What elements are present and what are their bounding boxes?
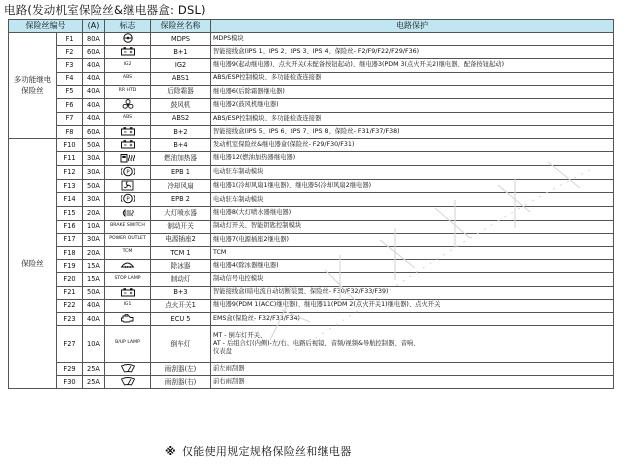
table-row (9, 299, 614, 312)
fuse-amperage: 20A (83, 207, 105, 220)
fuse-symbol (105, 260, 151, 273)
fuse-name: 冷却风扇 (151, 179, 211, 193)
fuse-amperage: 40A (83, 112, 105, 125)
symbol-label: IG1 (123, 302, 132, 308)
circuit-protection (211, 98, 614, 112)
fuse-amperage: 25A (83, 363, 105, 376)
fuse-number: F5 (57, 85, 83, 98)
fuse-symbol (105, 299, 151, 312)
fuse-number: F4 (57, 72, 83, 85)
fuse-number: F6 (57, 98, 83, 112)
symbol-label: IG2 (123, 61, 132, 67)
circuit-line: 继电器2(鼓风机继电器) (213, 101, 279, 109)
fuse-amperage: 50A (83, 179, 105, 193)
circuit-line: 继电器8(大灯喷水器继电器) (213, 209, 292, 217)
table-row (9, 33, 614, 46)
circuit-protection (211, 299, 614, 312)
circuit-line: 仪表盘 (213, 347, 232, 355)
circuit-line: 发动机室保险丝&继电器盒(保险丝- F29/F30/F31) (213, 141, 355, 149)
table-row (9, 233, 614, 246)
table-row (9, 152, 614, 165)
fuse-amperage: 15A (83, 273, 105, 286)
circuit-line: 继电器4(除冰器继电器) (213, 261, 279, 269)
fuse-symbol (105, 152, 151, 165)
circuit-line: MT - 倒车灯开关、 (213, 332, 267, 340)
fuse-symbol (105, 207, 151, 220)
note-mark: ※ (165, 445, 176, 458)
cooling-fan-icon (121, 180, 134, 193)
fuse-name: ABS1 (151, 72, 211, 85)
fuse-symbol (105, 165, 151, 179)
fuse-table-body (9, 33, 614, 389)
circuit-protection (211, 72, 614, 85)
wiper-icon (120, 376, 136, 388)
circuit-line: 继电器1(冷却风扇1继电器)、继电器5(冷却风扇2继电器) (213, 181, 372, 189)
fuse-amperage: 40A (83, 312, 105, 325)
circuit-line: 智能接线盒(IPS 1、IPS 2、IPS 3、IPS 4、保险丝- F2/F9/F22/F29/F36) (213, 47, 420, 55)
fuse-amperage: 50A (83, 139, 105, 152)
fuse-name: IG2 (151, 59, 211, 72)
circuit-line: 智能接线盒(IPS 5、IPS 6、IPS 7、IPS 8、保险丝- F31/F37/F38) (213, 127, 400, 135)
headlamp-washer-icon (120, 208, 136, 220)
circuit-protection (211, 46, 614, 59)
fuse-amperage: 40A (83, 85, 105, 98)
fuse-symbol (105, 179, 151, 193)
circuit-protection (211, 59, 614, 72)
fuse-number: F15 (57, 207, 83, 220)
table-row (9, 139, 614, 152)
table-row (9, 207, 614, 220)
symbol-label: TCM (122, 249, 133, 255)
fuse-number: F2 (57, 46, 83, 59)
fuse-number: F18 (57, 246, 83, 259)
fuse-number: F12 (57, 165, 83, 179)
symbol-label: BRAKE SWITCH (110, 222, 145, 228)
table-row (9, 126, 614, 139)
fuse-symbol (105, 98, 151, 112)
fuse-amperage: 40A (83, 72, 105, 85)
parking-brake-icon (121, 193, 135, 206)
defroster-icon (120, 260, 135, 272)
fuse-number: F21 (57, 286, 83, 299)
circuit-line: AT - 后组合灯(内侧)-左/右、电路后视镜、音频/视频&导航控制器、音响、 (213, 340, 420, 348)
circuit-protection (211, 326, 614, 363)
fuse-number: F17 (57, 233, 83, 246)
table-row (9, 46, 614, 59)
fuse-number: F27 (57, 326, 83, 363)
fuse-name: 点火开关1 (151, 299, 211, 312)
fuse-name: EPB 1 (151, 165, 211, 179)
fuse-name: 大灯喷水器 (151, 207, 211, 220)
fuse-number: F20 (57, 273, 83, 286)
circuit-protection (211, 376, 614, 389)
circuit-line: 继电器9(PDM 1(ACC)继电器)、继电器11(PDM 2(点火开关1)继电器)、点火开关 (213, 301, 441, 309)
fuse-symbol (105, 246, 151, 259)
symbol-label: ABS (122, 74, 133, 80)
fuse-name: 后除霜器 (151, 85, 211, 98)
header-fuse-name: 保险丝名称 (151, 20, 211, 33)
header-amperage: (A) (83, 20, 105, 33)
fuse-amperage: 30A (83, 193, 105, 207)
fuse-number: F13 (57, 179, 83, 193)
fuse-name: EPB 2 (151, 193, 211, 207)
fuse-number: F30 (57, 376, 83, 389)
fuse-symbol (105, 312, 151, 325)
fuse-number: F14 (57, 193, 83, 207)
fuse-symbol (105, 139, 151, 152)
circuit-line: 智能接线盒(暗电流自动切断装置、保险丝- F30/F32/F33/F39) (213, 288, 389, 296)
fuse-amperage: 80A (83, 33, 105, 46)
circuit-line: 继电器7(电源插座2继电器) (213, 235, 289, 243)
fuse-amperage: 20A (83, 246, 105, 259)
header-fuse-number: 保险丝编号 (9, 20, 83, 33)
fuse-symbol (105, 59, 151, 72)
fuse-symbol (105, 193, 151, 207)
header-symbol: 标志 (105, 20, 151, 33)
circuit-protection (211, 179, 614, 193)
fuse-amperage: 30A (83, 165, 105, 179)
battery-icon (120, 139, 136, 151)
circuit-protection (211, 152, 614, 165)
fuse-name: B+3 (151, 286, 211, 299)
circuit-line: ABS/ESP控制模块、多功能检查连接器 (213, 114, 322, 122)
fuse-number: F19 (57, 260, 83, 273)
fuse-symbol (105, 220, 151, 233)
circuit-protection (211, 233, 614, 246)
svg-text:P: P (125, 169, 130, 176)
fuse-name: B+2 (151, 126, 211, 139)
fuse-name: 燃油加热器 (151, 152, 211, 165)
fuse-number: F11 (57, 152, 83, 165)
circuit-protection (211, 126, 614, 139)
fuse-name: MDPS (151, 33, 211, 46)
circuit-protection (211, 363, 614, 376)
fuse-amperage: 15A (83, 260, 105, 273)
fuse-symbol (105, 326, 151, 363)
fuse-name: 除冰器 (151, 260, 211, 273)
circuit-protection (211, 33, 614, 46)
fuse-amperage: 40A (83, 59, 105, 72)
fuse-amperage: 50A (83, 286, 105, 299)
footer-note (165, 443, 352, 459)
table-row (9, 72, 614, 85)
symbol-label: STOP LAMP (114, 275, 141, 281)
fuel-heater-icon (120, 153, 136, 165)
table-row (9, 112, 614, 125)
circuit-line: 电动驻车制动模块 (213, 167, 264, 175)
fuse-number: F23 (57, 312, 83, 325)
fuse-symbol (105, 112, 151, 125)
circuit-protection (211, 220, 614, 233)
fuse-number: F29 (57, 363, 83, 376)
table-row (9, 98, 614, 112)
fuse-amperage: 40A (83, 299, 105, 312)
table-row (9, 286, 614, 299)
svg-text:P: P (125, 197, 130, 204)
fuse-symbol (105, 273, 151, 286)
fuse-name: B+4 (151, 139, 211, 152)
fuse-number: F7 (57, 112, 83, 125)
fuse-number: F1 (57, 33, 83, 46)
note-text: 仅能使用规定规格保险丝和继电器 (182, 445, 352, 458)
circuit-protection (211, 207, 614, 220)
fuse-amperage: 30A (83, 152, 105, 165)
circuit-line: 继电器9(起动继电器)、点火开关(未配备按钮起动)、继电器3(PDM 3(点火开关2)继电器、配备按钮起动) (213, 61, 505, 69)
fuse-name: 雨刮器(左) (151, 363, 211, 376)
engine-icon (120, 313, 136, 325)
fuse-name: 制动灯 (151, 273, 211, 286)
fuse-name: ABS2 (151, 112, 211, 125)
table-row (9, 363, 614, 376)
circuit-protection (211, 260, 614, 273)
table-row (9, 376, 614, 389)
table-row (9, 326, 614, 363)
table-row (9, 273, 614, 286)
fuse-name: 电源插座2 (151, 233, 211, 246)
circuit-protection (211, 165, 614, 179)
circuit-protection (211, 193, 614, 207)
table-row (9, 220, 614, 233)
battery-icon (120, 287, 136, 299)
fuse-symbol (105, 126, 151, 139)
fuse-amperage: 60A (83, 126, 105, 139)
table-row (9, 193, 614, 207)
fuse-number: F22 (57, 299, 83, 312)
circuit-protection (211, 286, 614, 299)
fuse-symbol (105, 72, 151, 85)
fuse-table (8, 19, 614, 389)
table-row (9, 59, 614, 72)
wiper-icon (120, 363, 136, 375)
circuit-line: ABS/ESP控制模块、多功能检查连接器 (213, 74, 322, 82)
fuse-number: F10 (57, 139, 83, 152)
circuit-protection (211, 139, 614, 152)
symbol-label: POWER OUTLET (109, 236, 146, 242)
fuse-symbol (105, 85, 151, 98)
table-row (9, 260, 614, 273)
fuse-amperage: 10A (83, 326, 105, 363)
table-row (9, 246, 614, 259)
battery-icon (120, 126, 136, 138)
fuse-name: 雨刮器(右) (151, 376, 211, 389)
table-header-row (9, 20, 614, 33)
fuse-number: F3 (57, 59, 83, 72)
fuse-name: B+1 (151, 46, 211, 59)
fuse-symbol (105, 33, 151, 46)
circuit-protection (211, 112, 614, 125)
fuse-symbol (105, 363, 151, 376)
symbol-label: ABS (122, 115, 133, 121)
fuse-name: ECU 5 (151, 312, 211, 325)
fuse-amperage: 40A (83, 98, 105, 112)
parking-brake-icon (121, 166, 135, 179)
circuit-line: 前左雨刮器 (213, 364, 245, 372)
fuse-name: 倒车灯 (151, 326, 211, 363)
symbol-label: RR HTD (118, 88, 137, 94)
circuit-line: TCM (213, 248, 227, 256)
fuse-symbol (105, 46, 151, 59)
group-label: 多功能继电保险丝 (9, 33, 57, 139)
circuit-line: MDPS模块 (213, 34, 244, 42)
table-row (9, 179, 614, 193)
steering-wheel-icon (121, 33, 135, 45)
circuit-protection (211, 273, 614, 286)
fuse-amperage: 25A (83, 376, 105, 389)
group-label: 保险丝 (9, 139, 57, 389)
circuit-line: 前右雨刮器 (213, 378, 245, 386)
fuse-amperage: 10A (83, 220, 105, 233)
fuse-number: F8 (57, 126, 83, 139)
fuse-name: 鼓风机 (151, 98, 211, 112)
circuit-line: 电动驻车制动模块 (213, 195, 264, 203)
fuse-number: F16 (57, 220, 83, 233)
battery-icon (120, 46, 136, 58)
circuit-protection (211, 85, 614, 98)
circuit-line: 继电器6(后除霜器继电器) (213, 87, 285, 95)
header-circuit: 电路保护 (211, 20, 614, 33)
circuit-line: 继电器12(燃油加热器继电器) (213, 154, 296, 162)
table-row (9, 85, 614, 98)
fuse-symbol (105, 376, 151, 389)
fuse-symbol (105, 233, 151, 246)
symbol-label: B/UP LAMP (115, 340, 140, 346)
fan-icon (122, 99, 134, 112)
fuse-symbol (105, 286, 151, 299)
circuit-protection (211, 246, 614, 259)
fuse-amperage: 60A (83, 46, 105, 59)
fuse-name: TCM 1 (151, 246, 211, 259)
fuse-name: 制动开关 (151, 220, 211, 233)
table-row (9, 165, 614, 179)
page-title: 电路(发动机室保险丝&继电器盒: DSL) (4, 3, 206, 17)
circuit-protection (211, 312, 614, 325)
circuit-line: EMS盒(保险丝- F32/F33/F34) (213, 314, 300, 322)
circuit-line: 制动信号电控模块 (213, 275, 264, 283)
circuit-line: 制动灯开关、智能钥匙控制模块 (213, 222, 302, 230)
fuse-amperage: 30A (83, 233, 105, 246)
table-row (9, 312, 614, 325)
